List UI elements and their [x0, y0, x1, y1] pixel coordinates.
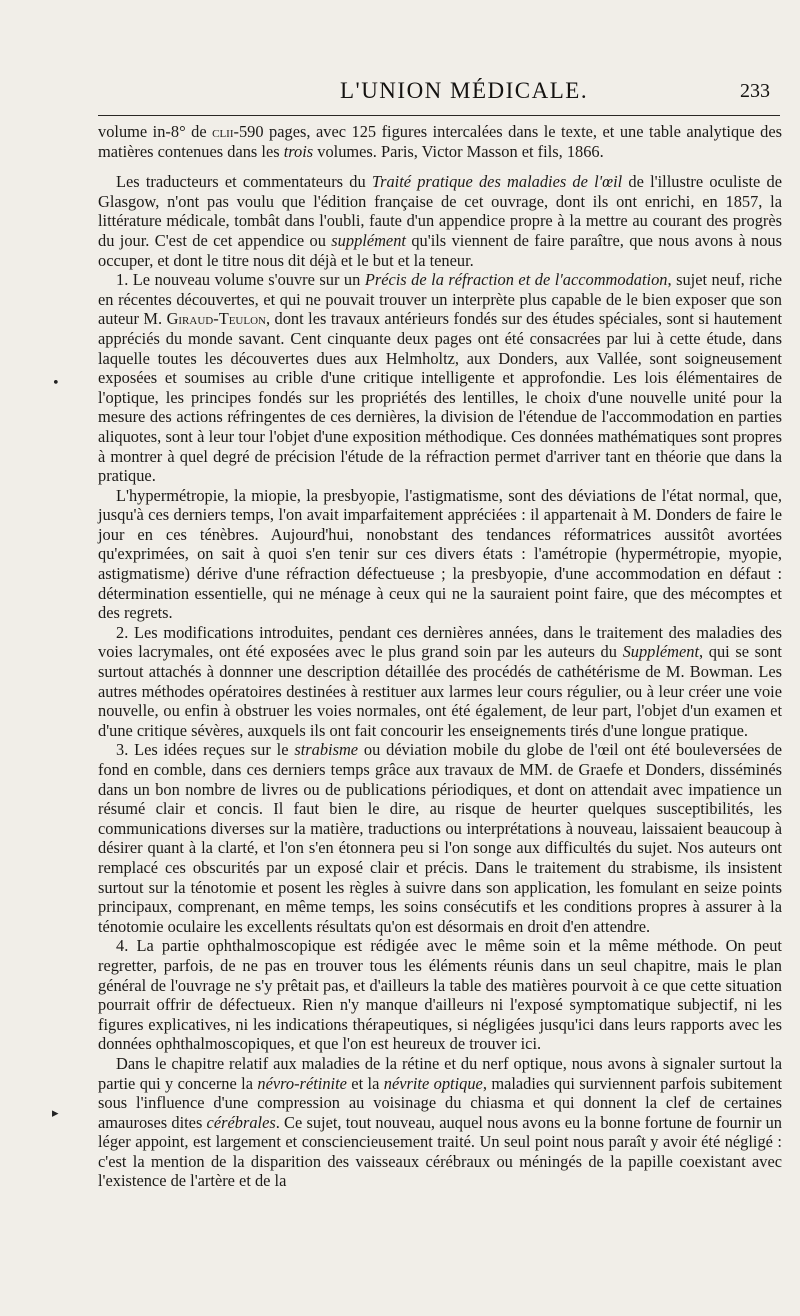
- margin-mark: •: [52, 376, 60, 391]
- paragraph-retina: Dans le chapitre relatif aux maladies de la rétine et du nerf optique, nous avons à signaler surtout la partie qui y concerne la névro-rétinite et la névrite optique, maladies qui surviennent parfois subitement sous l'influence d'une compression au voisinage du chiasma et qui donnent la clef de certaines amauroses dites cérébrales. Ce sujet, tout nouveau, auquel nous avons eu la bonne fortune de fournir un léger appoint, est largement et consciencieusement traité. Un seul point nous paraît y avoir été négligé : c'est la mention de la disparition des vaisseaux cérébraux ou méningés de la papille coexistant avec l'existence de l'artère et de la: [98, 1053, 782, 1191]
- paragraph-lacrymal: 2. Les modifications introduites, pendant ces dernières années, dans le traitement des maladies des voies lacrymales, ont été exposées avec le plus grand soin par les auteurs du Supplément, qui se sont surtout attachés à donnner une description détaillée des procédés de cathétérisme de M. Bowman. Les autres méthodes opératoires destinées à restituer aux larmes leur cours régulier, ou à leur créer une voie nouvelle, ou enfin à obstruer les voies normales, ont été également, de leur part, l'objet d'un examen et d'une critique sévères, auxquels ils ont fait concourir les enseignements tirés d'une longue pratique.: [98, 622, 782, 740]
- running-title: L'UNION MÉDICALE.: [340, 78, 589, 103]
- paragraph-refraction: 1. Le nouveau volume s'ouvre sur un Précis de la réfraction et de l'accommodation, sujet neuf, riche en récentes découvertes, et qui ne pouvait trouver un interprète plus capable de le bien exposer que son auteur M. Giraud-Teulon, dont les travaux antérieurs fondés sur des études spéciales, sont si hautement appréciés du monde savant. Cent cinquante deux pages ont été consacrées par lui à cette étude, dans laquelle toutes les découvertes dues aux Helmholtz, aux Donders, aux Vallée, sont soigneusement exposées et soumises au crible d'une critique intelligente et approfondie. Les lois élémentaires de l'optique, les principes fondés sur les propriétés des lentilles, le choix d'une nouvelle unité pour la mesure des actions réfringentes de ces dernières, la division de l'étendue de l'accommodation en parties aliquotes, sont à leur tour l'objet d'une exposition méthodique. Ces données mathématiques sont propres à montrer à quel degré de précision l'étude de la réfraction permet d'arriver tant en théorie que dans la pratique.: [98, 270, 782, 486]
- paragraph-ophthalmoscopy: 4. La partie ophthalmoscopique est rédigée avec le même soin et la même méthode. On peut regretter, parfois, de ne pas en trouver tous les éléments réunis dans un seul chapitre, mais le plan général de l'ouvrage ne s'y prêtait pas, et d'ailleurs la table des matières pourvoit à ce que cette situation pourrait offrir de défectueux. Rien n'y manque d'ailleurs ni l'exposé symptomatique subjectif, ni les figures explicatives, ni les indications thérapeutiques, si négligées jusqu'ici dans leurs rapports avec les données ophthalmoscopiques, et que l'on est heureux de trouver ici.: [98, 936, 782, 1054]
- header-rule: [98, 115, 780, 116]
- margin-mark: ▸: [52, 1106, 59, 1121]
- paragraph-ametropia: L'hypermétropie, la miopie, la presbyopie, l'astigmatisme, sont des déviations de l'état normal, que, jusqu'à ces derniers temps, l'on avait imparfaitement appréciées : il appartenait à M. Donders de faire le jour en ces ténèbres. Aujourd'hui, nonobstant des tendances réformatrices aussitôt avortées qu'exprimées, on sait à quoi s'en tenir sur ces divers états : l'amétropie (hypermétropie, myopie, astigmatisme) dérive d'une réfraction défectueuse ; la presbyopie, d'une accommodation en défaut : détermination essentielle, qui ne ménage à ceux qui ne la sauraient point faire, que des mécomptes et des regrets.: [98, 485, 782, 623]
- page-header: [0, 78, 800, 110]
- paragraph-citation: volume in-8° de clii-590 pages, avec 125 figures intercalées dans le texte, et une table analytique des matières contenues dans les trois volumes. Paris, Victor Masson et fils, 1866.: [98, 122, 782, 161]
- paragraph-intro: Les traducteurs et commentateurs du Traité pratique des maladies de l'œil de l'illustre oculiste de Glasgow, n'ont pas voulu que l'édition française de cet ouvrage, dont ils ont enrichi, en 1857, la littérature médicale, tombât dans l'oubli, faute d'un appendice propre à la mettre au courant des progrès du jour. C'est de cet appendice ou supplément qu'ils viennent de faire paraître, que nous avons à nous occuper, et dont le titre nous dit déjà et le but et la teneur.: [98, 172, 782, 270]
- paragraph-strabismus: 3. Les idées reçues sur le strabisme ou déviation mobile du globe de l'œil ont été bouleversées de fond en comble, dans ces derniers temps grâce aux travaux de MM. de Graefe et Donders, disséminés dans un bon nombre de livres ou de publications périodiques, et dont on attendait avec impatience un résumé clair et concis. Il faut bien le dire, au risque de heurter quelques susceptibilités, les communications diverses sur la matière, traductions ou interprétations à nouveau, laissaient beaucoup à désirer quant à la clarté, et l'on s'en étonnera peu si l'on songe aux difficultés du sujet. Nos auteurs ont remplacé ces obscurités par un exposé clair et précis. Dans le traitement du strabisme, ils insistent surtout sur la ténotomie et posent les règles à suivre dans son application, les fomulant en seize points principaux, comprenant, en même temps, les soins consécutifs et les conditions propres à assurer à la ténotomie oculaire les excellents résultats qu'on est désormais en droit d'en attendre.: [98, 740, 782, 936]
- page-number: 233: [740, 80, 770, 102]
- article-body: [98, 122, 782, 1191]
